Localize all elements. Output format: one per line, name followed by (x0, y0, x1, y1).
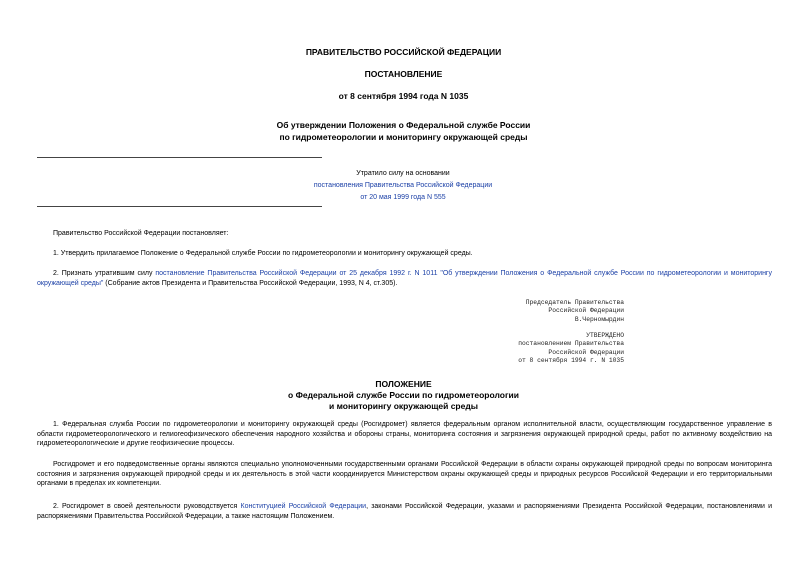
approval-country: Российской Федерации (548, 348, 624, 356)
approval-label: УТВЕРЖДЕНО (586, 332, 624, 339)
item-1: 1. Утвердить прилагаемое Положение о Федеральной службе России по гидрометеорологии и мониторингу окружающей среды. (53, 250, 473, 257)
item-2 (37, 269, 772, 288)
paragraph-3-suffix: , законами Российской Федерации, указами и распоряжениями Президента Российской Федерации, постановлениями и распоряжениями Правительства Российской Федерации, а также настоящим Положением. (37, 503, 772, 520)
item-2-prefix: 2. Признать утратившим силу (53, 270, 156, 277)
government-heading: ПРАВИТЕЛЬСТВО РОССИЙСКОЙ ФЕДЕРАЦИИ (305, 47, 502, 57)
item-2-suffix: (Собрание актов Президента и Правительства Российской Федерации, 1993, N 4, ст.305). (103, 279, 398, 287)
signature-name: В.Черномырдин (574, 315, 624, 323)
approval-block (460, 332, 624, 366)
repeal-decree-date-link[interactable]: от 20 мая 1999 года N 555 (360, 194, 446, 201)
repealed-decree-link[interactable]: постановление Правительства Российской Федерации от 25 декабря 1992 г. N 1011 "Об утверждении Положения о Федеральной службе России по гидрометеорологии и мониторингу окружающей среды" (37, 270, 772, 287)
regulation-subtitle-line1: о Федеральной службе России по гидрометеорологии (288, 390, 519, 400)
regulation-paragraph-2: Росгидромет и его подведомственные органы являются специально уполномоченными государственными органами Российской Федерации в области охраны окружающей природной среды по вопросам мониторинга состояния и загрязнения окружающей природной среды и их деятельность в этой части координируется Министерством охраны окружающей среды и природных ресурсов Российской Федерации и его территориальными органами в пределах их компетенции. (37, 461, 772, 487)
regulation-subtitle-line2: и мониторингу окружающей среды (329, 401, 478, 411)
divider-top (37, 157, 322, 158)
regulation-heading: ПОЛОЖЕНИЕ (375, 379, 432, 389)
signature-position: Председатель Правительства (525, 299, 624, 306)
preamble: Правительство Российской Федерации постановляет: (53, 230, 229, 237)
paragraph-3-prefix: 2. Росгидромет в своей деятельности руководствуется (53, 503, 241, 510)
divider-bottom (37, 206, 322, 207)
repeal-note (280, 168, 526, 204)
regulation-paragraph-1: 1. Федеральная служба России по гидрометеорологии и мониторингу окружающей среды (Росгидромет) является федеральным органом исполнительной власти, осуществляющим государственное управление в области гидрометеорологического и гелиогеофизического обеспечения народного хозяйства и обороны страны, мониторинга состояния и загрязнения окружающей природной среды, работ по активному воздействию на гидрометеорологические и другие геофизические процессы. (37, 421, 772, 447)
document-date-number: от 8 сентября 1994 года N 1035 (338, 91, 469, 101)
document-title-line2: по гидрометеорологии и мониторингу окружающей среды (279, 132, 528, 142)
repeal-note-text: Утратило силу на основании (356, 170, 450, 177)
document-type: ПОСТАНОВЛЕНИЕ (364, 69, 443, 79)
signature-block (460, 299, 624, 324)
approval-date: от 8 сентября 1994 г. N 1035 (518, 357, 624, 365)
document-title-line1: Об утверждении Положения о Федеральной службе России (276, 120, 531, 130)
constitution-link[interactable]: Конституцией Российской Федерации (240, 503, 367, 510)
approval-by: постановлением Правительства (518, 340, 624, 348)
signature-country: Российской Федерации (548, 307, 624, 315)
repeal-decree-link[interactable]: постановления Правительства Российской Федерации (313, 182, 493, 189)
regulation-paragraph-3 (37, 502, 772, 521)
